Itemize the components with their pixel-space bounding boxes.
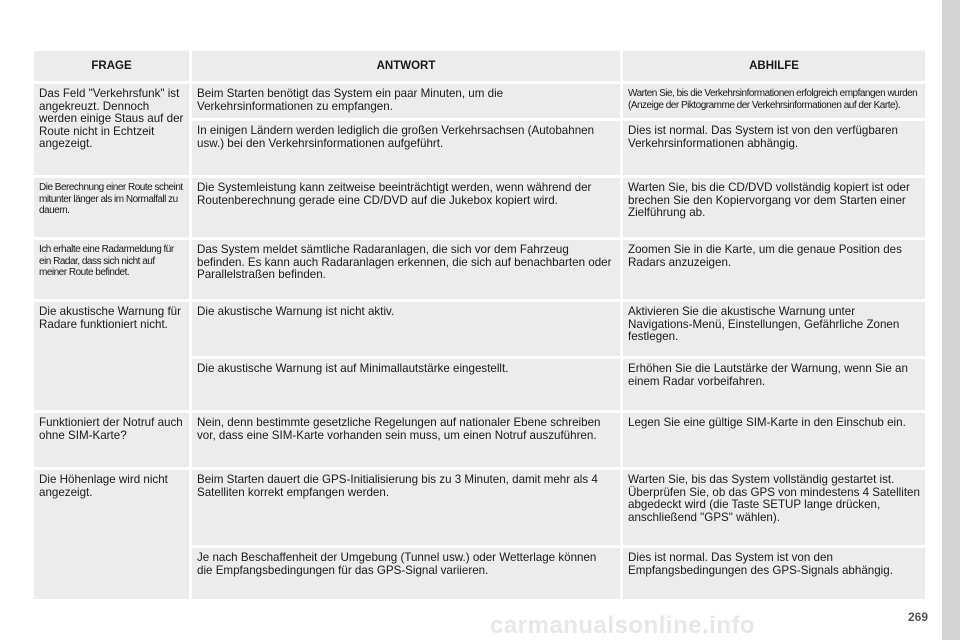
- page-number: 269: [907, 610, 928, 624]
- table-row: [34, 413, 925, 467]
- answer-cell: Die Systemleistung kann zeitweise beeinträchtigt werden, wenn während der Routenberechnung gerade eine CD/DVD auf die Jukebox kopiert wird.: [192, 178, 620, 237]
- table-row: [34, 470, 925, 545]
- header-antwort: ANTWORT: [192, 51, 620, 81]
- question-cell: Funktioniert der Notruf auch ohne SIM-Karte?: [34, 413, 189, 467]
- table-row: [34, 84, 925, 118]
- question-cell: Ich erhalte eine Radarmeldung für ein Radar, dass sich nicht auf meiner Route befindet.: [34, 240, 189, 299]
- remedy-cell: Dies ist normal. Das System ist von den Empfangsbedingungen des GPS-Signals abhängig.: [623, 548, 925, 599]
- remedy-cell: Warten Sie, bis die CD/DVD vollständig kopiert ist oder brechen Sie den Kopiervorgang vor dem Starten einer Zielführung ab.: [623, 178, 925, 237]
- page-edge-strip: [942, 0, 960, 640]
- remedy-cell: Erhöhen Sie die Lautstärke der Warnung, wenn Sie an einem Radar vorbeifahren.: [623, 359, 925, 410]
- watermark: carmanualsonline.info: [490, 612, 756, 639]
- question-cell: Die Höhenlage wird nicht angezeigt.: [34, 470, 189, 599]
- question-cell: Die Berechnung einer Route scheint mitunter länger als im Normalfall zu dauern.: [34, 178, 189, 237]
- table-row: [34, 302, 925, 356]
- answer-cell: Nein, denn bestimmte gesetzliche Regelungen auf nationaler Ebene schreiben vor, dass eine SIM-Karte vorhanden sein muss, um einen Notruf auszuführen.: [192, 413, 620, 467]
- answer-cell: Die akustische Warnung ist auf Minimallautstärke eingestellt.: [192, 359, 620, 410]
- answer-cell: Beim Starten benötigt das System ein paar Minuten, um die Verkehrsinformationen zu empfangen.: [192, 84, 620, 118]
- header-row: [34, 51, 925, 81]
- header-abhilfe: ABHILFE: [623, 51, 925, 81]
- table-row: [34, 240, 925, 299]
- answer-cell: Beim Starten dauert die GPS-Initialisierung bis zu 3 Minuten, damit mehr als 4 Satelliten korrekt empfangen werden.: [192, 470, 620, 545]
- answer-cell: In einigen Ländern werden lediglich die großen Verkehrsachsen (Autobahnen usw.) bei den Verkehrsinformationen aufgeführt.: [192, 121, 620, 175]
- table-row: [34, 178, 925, 237]
- question-cell: Die akustische Warnung für Radare funktioniert nicht.: [34, 302, 189, 410]
- remedy-cell: Zoomen Sie in die Karte, um die genaue Position des Radars anzuzeigen.: [623, 240, 925, 299]
- answer-cell: Die akustische Warnung ist nicht aktiv.: [192, 302, 620, 356]
- header-frage: FRAGE: [34, 51, 189, 81]
- remedy-cell: Legen Sie eine gültige SIM-Karte in den Einschub ein.: [623, 413, 925, 467]
- faq-table: [31, 48, 928, 602]
- question-cell: Das Feld "Verkehrsfunk" ist angekreuzt. Dennoch werden einige Staus auf der Route nicht in Echtzeit angezeigt.: [34, 84, 189, 175]
- remedy-cell: Warten Sie, bis die Verkehrsinformationen erfolgreich empfangen wurden (Anzeige der Piktogramme der Verkehrsinformationen auf der Karte).: [623, 84, 925, 118]
- remedy-cell: Aktivieren Sie die akustische Warnung unter Navigations-Menü, Einstellungen, Gefährliche Zonen festlegen.: [623, 302, 925, 356]
- remedy-cell: Dies ist normal. Das System ist von den verfügbaren Verkehrsinformationen abhängig.: [623, 121, 925, 175]
- answer-cell: Je nach Beschaffenheit der Umgebung (Tunnel usw.) oder Wetterlage können die Empfangsbedingungen für das GPS-Signal variieren.: [192, 548, 620, 599]
- answer-cell: Das System meldet sämtliche Radaranlagen, die sich vor dem Fahrzeug befinden. Es kann auch Radaranlagen erkennen, die sich auf benachbarten oder Parallelstraßen befinden.: [192, 240, 620, 299]
- remedy-cell: Warten Sie, bis das System vollständig gestartet ist. Überprüfen Sie, ob das GPS von mindestens 4 Satelliten abgedeckt wird (die Taste SETUP lange drücken, anschließend "GPS" wählen).: [623, 470, 925, 545]
